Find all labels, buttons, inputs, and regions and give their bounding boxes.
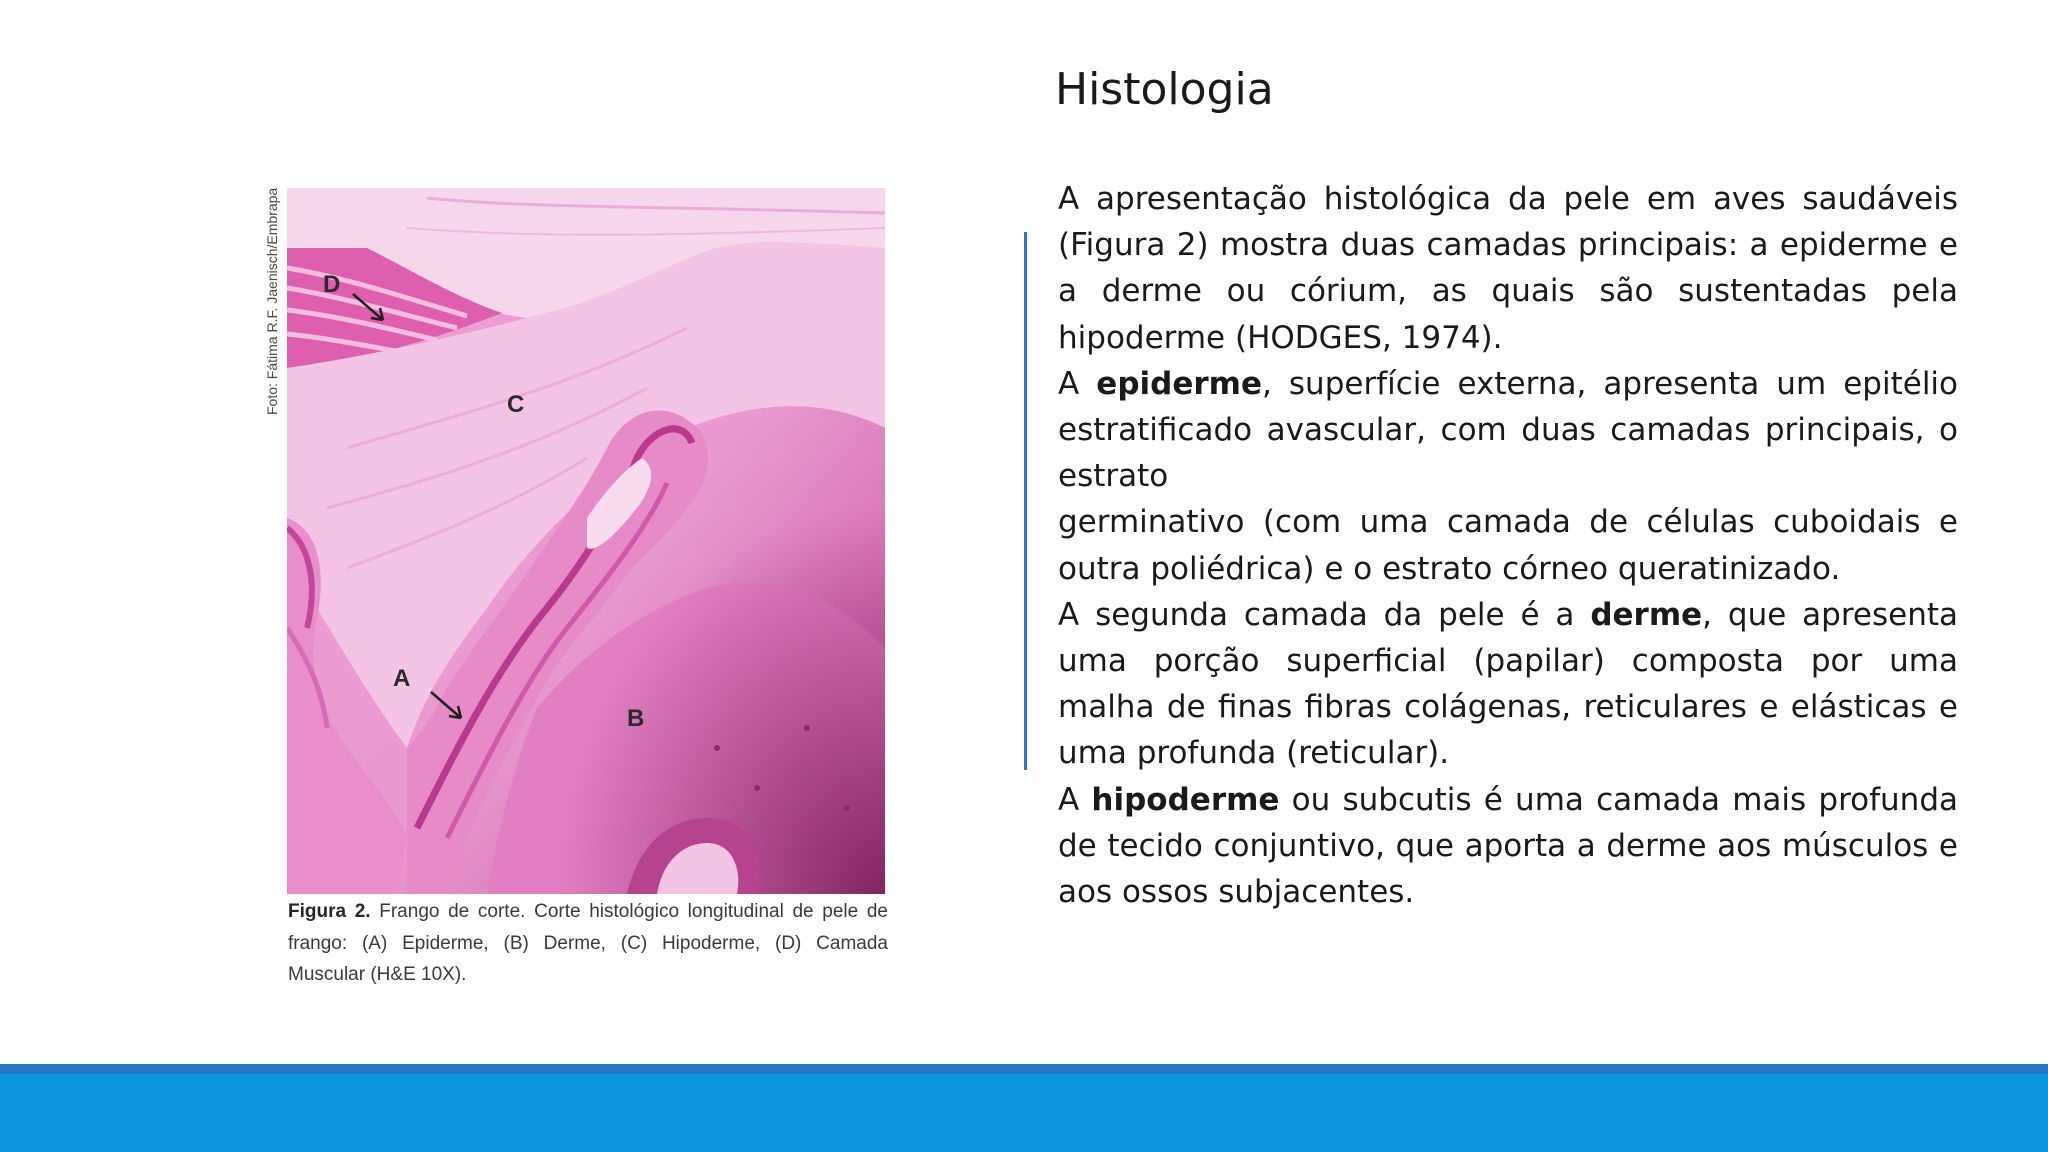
paragraph-derme (1058, 592, 1958, 777)
histology-micrograph (287, 188, 885, 894)
photo-credit: Foto: Fátima R.F. Jaenisch/Embrapa (264, 188, 280, 416)
paragraph-intro: A apresentação histológica da pele em aves saudáveis (Figura 2) mostra duas camadas principais: a epiderme e a derme ou córium, as quais são sustentadas pela hipoderme (HODGES, 1974). (1058, 181, 1958, 356)
paragraph-derme-pre: A segunda camada da pele é a (1058, 596, 1591, 633)
paragraph-hipoderme (1058, 777, 1958, 916)
figure-caption-text: Frango de corte. Corte histológico longitudinal de pele de frango: (A) Epiderme, (B) Derme, (C) Hipoderme, (D) Camada Muscular (H&E 10X). (288, 901, 889, 985)
figure-label-a: A (393, 665, 411, 692)
paragraph-germinativo: germinativo (com uma camada de células cuboidais e outra poliédrica) e o estrato córneo queratinizado. (1058, 504, 1958, 587)
figure-caption-label: Figura 2. (288, 901, 371, 922)
accent-line (1024, 232, 1027, 770)
footer-strip (0, 1064, 2048, 1074)
paragraph-hipoderme-post: ou subcutis é uma camada mais profunda de tecido conjuntivo, que aporta a derme aos músculos e aos ossos subjacentes. (1058, 781, 1958, 911)
paragraph-epiderme-post: , superfície externa, apresenta um epitélio estratificado avascular, com duas camadas principais, o estrato (1058, 365, 1959, 495)
body-text (1058, 176, 1958, 915)
term-derme: derme (1590, 596, 1703, 633)
figure-label-d: D (323, 271, 341, 298)
paragraph-hipoderme-pre: A (1058, 781, 1092, 818)
paragraph-epiderme-pre: A (1058, 365, 1097, 402)
figure-label-b: B (627, 705, 645, 732)
paragraph-derme-post: , que apresenta uma porção superficial (papilar) composta por uma malha de finas fibras colágenas, reticulares e elásticas e uma profunda (reticular). (1058, 596, 1958, 772)
term-epiderme: epiderme (1096, 365, 1262, 402)
figure-label-c: C (507, 391, 525, 418)
slide-title: Histologia (1055, 64, 1274, 115)
paragraph-epiderme (1058, 361, 1958, 500)
term-hipoderme: hipoderme (1091, 781, 1280, 818)
footer-band (0, 1074, 2048, 1152)
figure-caption (288, 896, 888, 991)
